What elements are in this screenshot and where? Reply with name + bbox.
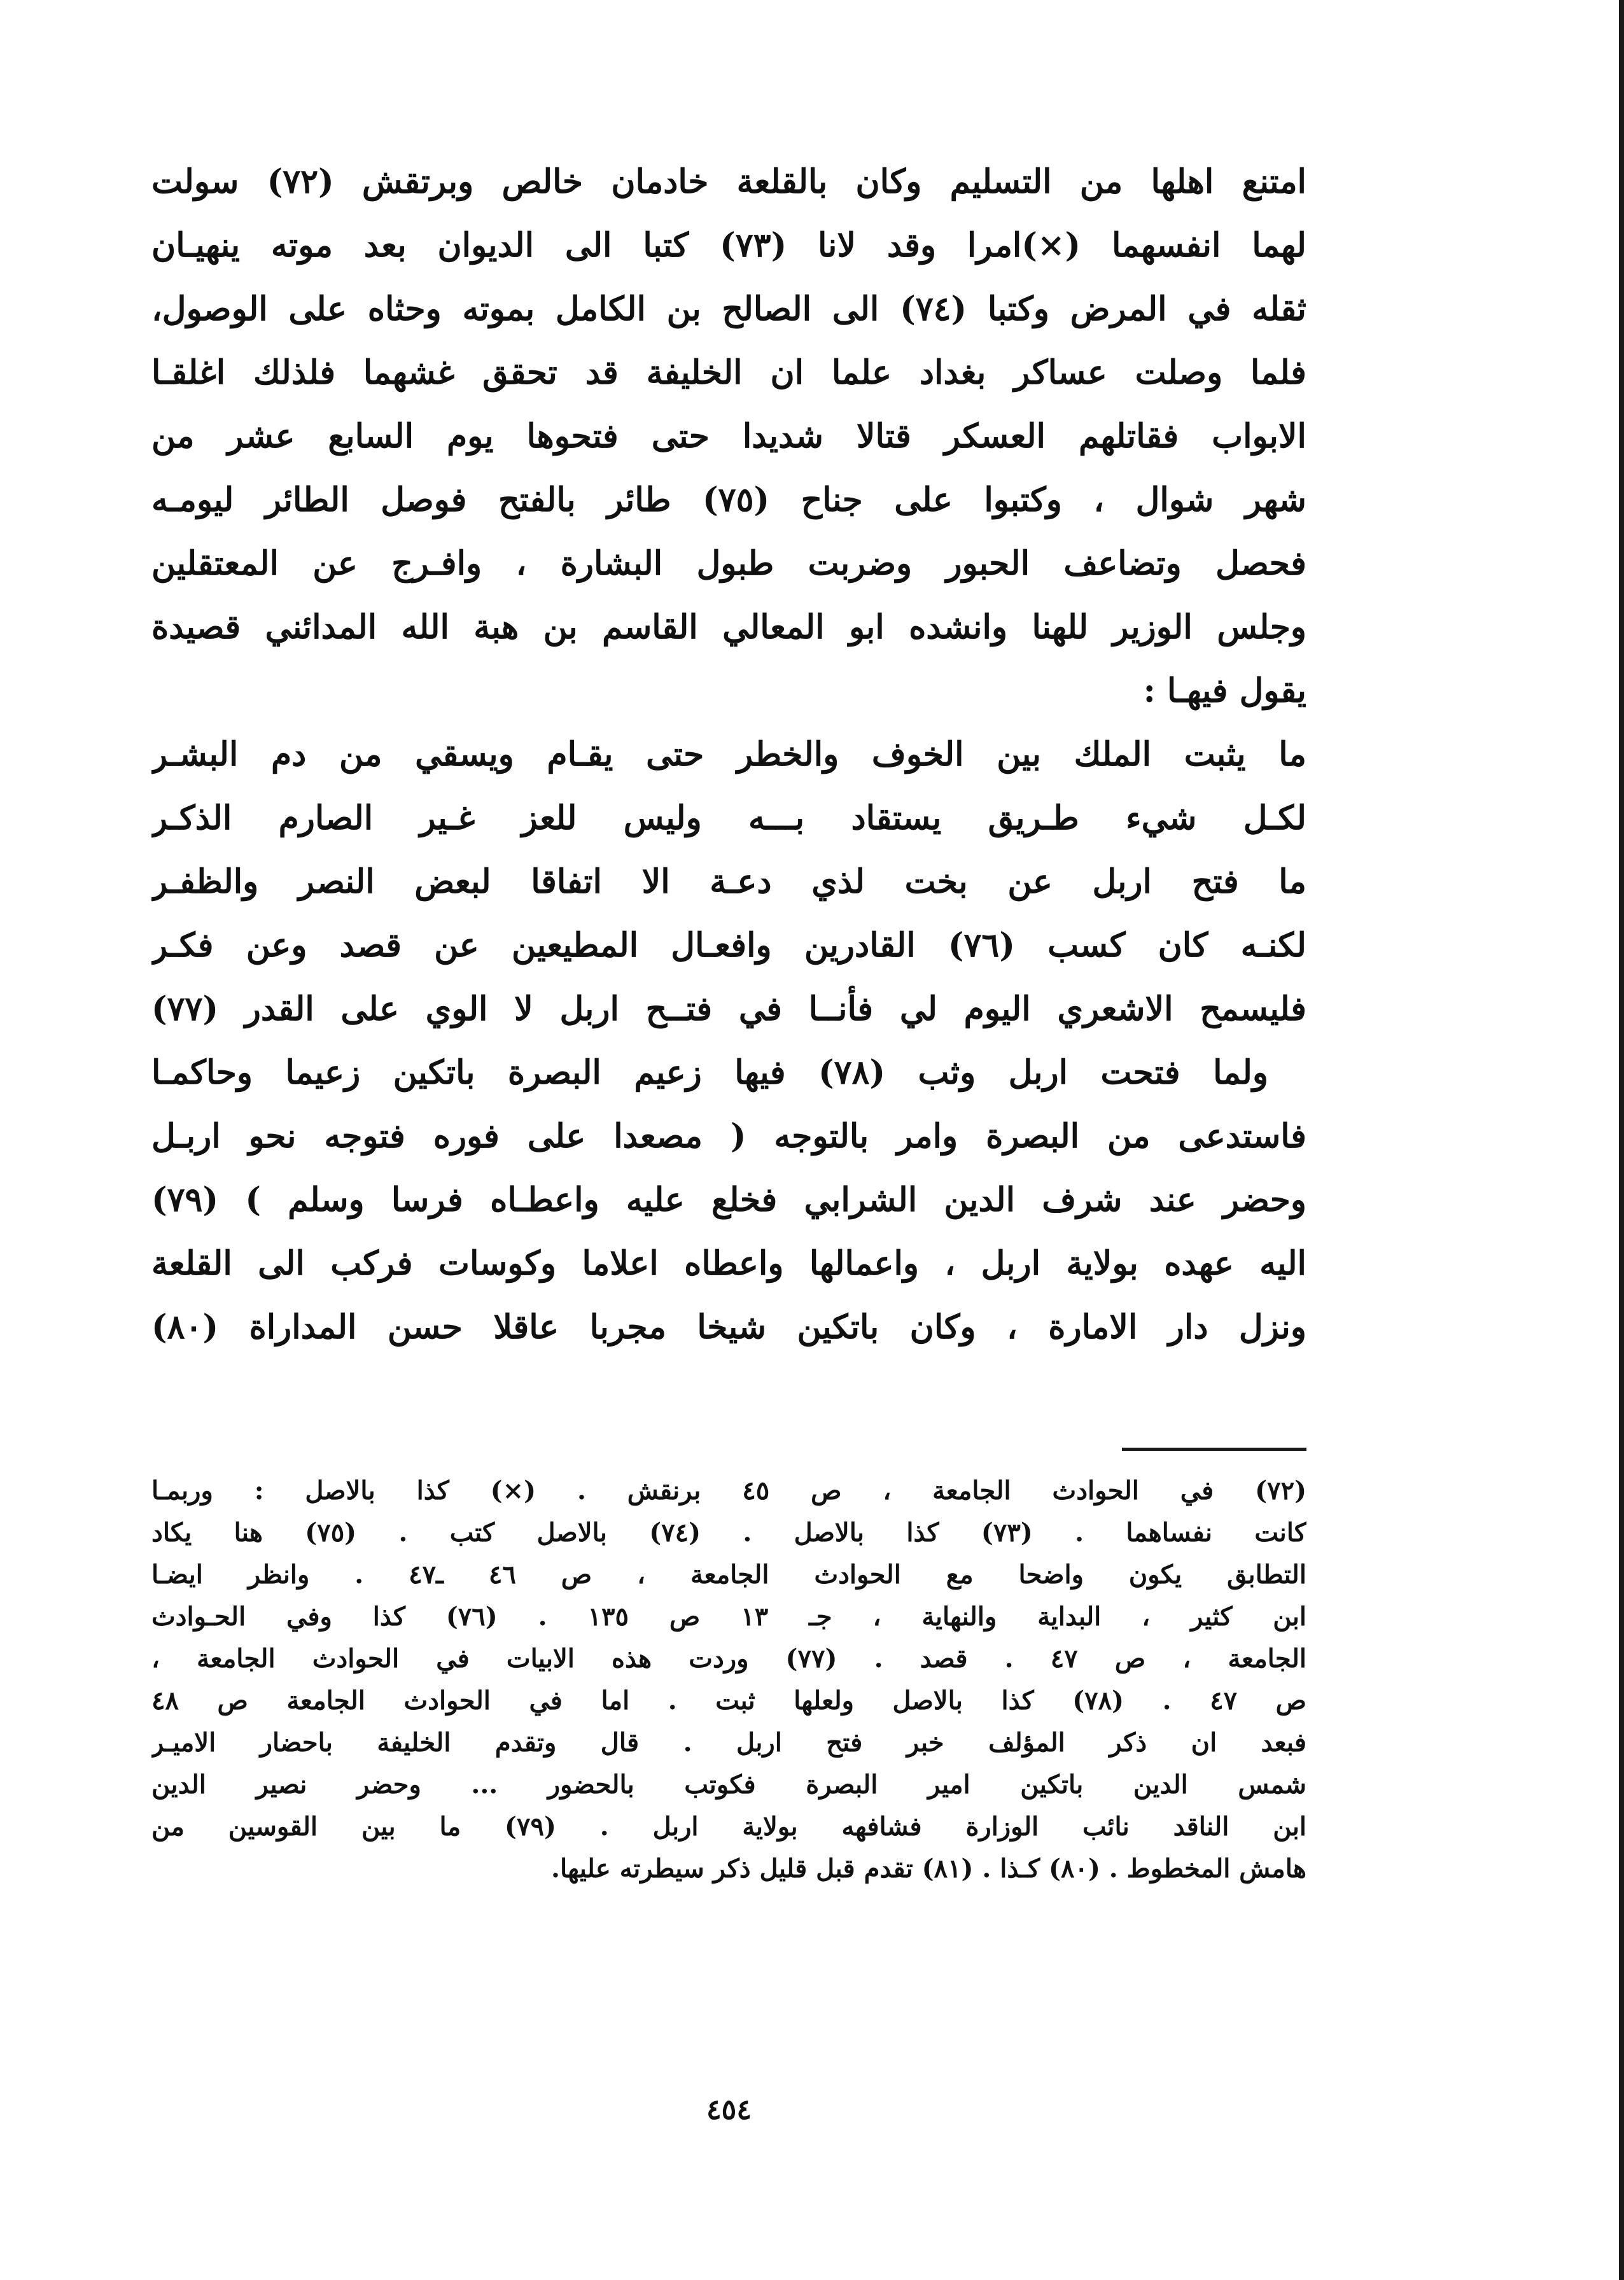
body-line: ولما فتحت اربل وثب (٧٨) فيها زعيم البصرة باتكين زعيما وحاكمـا: [151, 1053, 1268, 1092]
footnote-line: التطابق يكون واضحا مع الحوادث الجامعة ، ص ٤٦ ـ٤٧ . وانظر ايضـا: [151, 1560, 1306, 1590]
footnote-line: كانت نفساهما . (٧٣) كذا بالاصل . (٧٤) بالاصل كتب . (٧٥) هنا يكاد: [151, 1518, 1306, 1548]
footnotes: [151, 1470, 1306, 1890]
body-line: فحصل وتضاعف الحبور وضربت طبول البشارة ، وافـرج عن المعتقلين: [151, 544, 1306, 583]
body-line: اليه عهده بولاية اربل ، واعمالها واعطاه اعلاما وكوسات فركب الى القلعة: [151, 1244, 1306, 1283]
poem-verse: ما يثبت الملك بين الخوف والخطر حتى يقـام ويسقي من دم البشـر: [151, 735, 1306, 774]
poem-verse: لكنـه كان كسب (٧٦) القادرين وافعـال المطيعين عن قصد وعن فكـر: [151, 926, 1306, 965]
footnote-line: (٧٢) في الحوادث الجامعة ، ص ٤٥ برنقش . (×) كذا بالاصل : وربمـا: [151, 1476, 1306, 1506]
body-line: فلما وصلت عساكر بغداد علما ان الخليفة قد تحقق غشهما فلذلك اغلقـا: [151, 353, 1306, 392]
body-line: فاستدعى من البصرة وامر بالتوجه ( مصعدا على فوره فتوجه نحو اربـل: [151, 1117, 1306, 1156]
footnote-line: ابن الناقد نائب الوزارة فشافهه بولاية اربل . (٧٩) ما بين القوسين من: [151, 1812, 1306, 1842]
body-line: شهر شوال ، وكتبوا على جناح (٧٥) طائر بالفتح فوصل الطائر ليومـه: [151, 480, 1306, 519]
body-line: يقول فيهـا :: [1143, 671, 1306, 710]
body-line: لهما انفسهما (×)امرا وقد لانا (٧٣) كتبا الى الديوان بعد موته ينهيـان: [151, 226, 1306, 265]
body-line: امتنع اهلها من التسليم وكان بالقلعة خادمان خالص وبرتقش (٧٢) سولت: [151, 162, 1306, 201]
page-edge-line: [1619, 0, 1624, 2280]
footnote-separator: [1122, 1448, 1306, 1451]
footnote-line: هامش المخطوط . (٨٠) كـذا . (٨١) تقدم قبل قليل ذكر سيطرته عليها.: [551, 1854, 1306, 1884]
poem-verse: لكـل شيء طـريق يستقاد بـــه وليس للعز غـير الصارم الذكـر: [151, 799, 1306, 837]
body-line: الابواب فقاتلهم العسكر قتالا شديدا حتى فتحوها يوم السابع عشر من: [151, 417, 1306, 456]
body-line: ونزل دار الامارة ، وكان باتكين شيخا مجربا عاقلا حسن المداراة (٨٠): [151, 1308, 1306, 1346]
footnote-line: شمس الدين باتكين امير البصرة فكوتب بالحضور ... وحضر نصير الدين: [151, 1770, 1306, 1800]
body-line: ثقله في المرض وكتبا (٧٤) الى الصالح بن الكامل بموته وحثاه على الوصول،: [151, 290, 1306, 328]
page-number: ٤٥٤: [706, 2094, 752, 2126]
footnote-line: الجامعة ، ص ٤٧ . قصد . (٧٧) وردت هذه الابيات في الحوادث الجامعة ،: [151, 1644, 1306, 1674]
body-line: وجلس الوزير للهنا وانشده ابو المعالي القاسم بن هبة الله المدائني قصيدة: [151, 608, 1306, 647]
book-page: [151, 0, 1306, 2280]
body-line: وحضر عند شرف الدين الشرابي فخلع عليه واعطـاه فرسا وسلم ) (٧٩): [151, 1180, 1306, 1219]
main-text: [151, 150, 1306, 1359]
footnote-line: ص ٤٧ . (٧٨) كذا بالاصل ولعلها ثبت . اما في الحوادث الجامعة ص ٤٨: [151, 1686, 1306, 1716]
poem-verse: فليسمح الاشعري اليوم لي فأنــا في فتــح اربل لا الوي على القدر (٧٧): [151, 990, 1306, 1028]
footnote-line: ابن كثير ، البداية والنهاية ، جـ ١٣ ص ١٣٥ . (٧٦) كذا وفي الحـوادث: [151, 1602, 1306, 1632]
poem-verse: ما فتح اربل عن بخت لذي دعـة الا اتفاقا لبعض النصر والظفـر: [151, 862, 1306, 901]
footnote-line: فبعد ان ذكر المؤلف خبر فتح اربل . قال وتقدم الخليفة باحضار الاميـر: [151, 1728, 1306, 1758]
